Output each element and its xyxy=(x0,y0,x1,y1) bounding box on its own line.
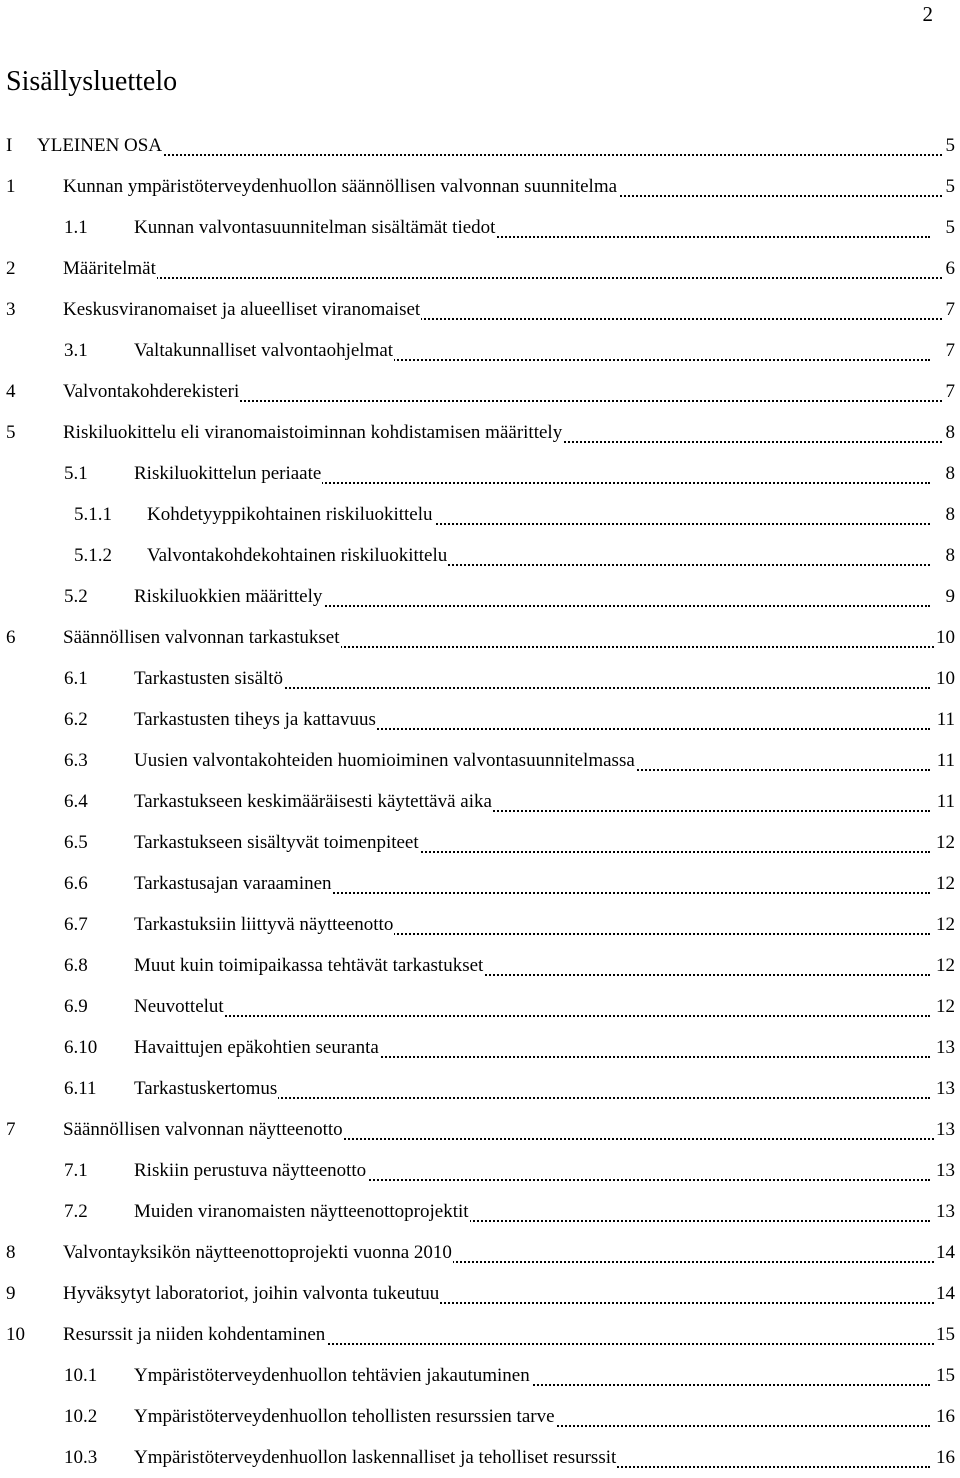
toc-entry-number: 6.1 xyxy=(64,668,88,689)
page-number: 2 xyxy=(922,2,933,26)
toc-entry[interactable] xyxy=(0,1396,960,1437)
toc-entry[interactable] xyxy=(0,207,960,248)
toc-entry[interactable] xyxy=(0,371,960,412)
toc-entry-title: Ympäristöterveydenhuollon laskennalliset ja teholliset resurssit xyxy=(134,1437,617,1478)
toc-entry-number: 6 xyxy=(6,627,16,648)
toc-entry-page: 7 xyxy=(945,289,956,330)
toc-entry[interactable] xyxy=(0,781,960,822)
toc-entry-number: 5.1 xyxy=(64,463,88,484)
toc-entry-number: 10.1 xyxy=(64,1365,98,1386)
toc-entry[interactable] xyxy=(0,535,960,576)
toc-entry[interactable] xyxy=(0,1314,960,1355)
toc-entry-number: 4 xyxy=(6,381,16,402)
toc-entry-title: Säännöllisen valvonnan tarkastukset xyxy=(63,617,341,658)
toc-entry-page: 14 xyxy=(935,1232,955,1273)
toc-entry-title: Uusien valvontakohteiden huomioiminen valvontasuunnitelmassa xyxy=(134,740,636,781)
toc-entry-page: 8 xyxy=(945,453,956,494)
toc-entry-page: 8 xyxy=(945,535,956,576)
toc-entry-page: 5 xyxy=(945,166,956,207)
toc-entry-number: 5.1.1 xyxy=(74,504,112,525)
toc-entry[interactable] xyxy=(0,576,960,617)
toc-entry-page: 16 xyxy=(935,1437,955,1478)
toc-entry-page: 12 xyxy=(935,986,955,1027)
toc-entry-number: 9 xyxy=(6,1283,16,1304)
toc-entry-number: 6.5 xyxy=(64,832,88,853)
toc-entry-number: 10 xyxy=(6,1324,25,1345)
toc-entry-number: I xyxy=(6,135,13,156)
toc-entry[interactable] xyxy=(0,248,960,289)
toc-entry-number: 7.1 xyxy=(64,1160,88,1181)
toc-entry[interactable] xyxy=(0,1027,960,1068)
toc-entry-title: Tarkastukseen keskimääräisesti käytettävä aika xyxy=(134,781,493,822)
toc-entry-title: Resurssit ja niiden kohdentaminen xyxy=(63,1314,326,1355)
toc-entry-number: 6.8 xyxy=(64,955,88,976)
toc-entry-page: 10 xyxy=(935,658,955,699)
toc-entry[interactable] xyxy=(0,1437,960,1478)
toc-dot-leader xyxy=(37,152,942,156)
toc-entry-number: 3.1 xyxy=(64,340,88,361)
toc-entry[interactable] xyxy=(0,494,960,535)
toc-entry-page: 11 xyxy=(936,781,955,822)
toc-entry-number: 6.9 xyxy=(64,996,88,1017)
toc-entry[interactable] xyxy=(0,822,960,863)
toc-entry-number: 6.10 xyxy=(64,1037,98,1058)
toc-entry-title: Ympäristöterveydenhuollon tehtävien jakautuminen xyxy=(134,1355,531,1396)
toc-entry-number: 3 xyxy=(6,299,16,320)
toc-entry-number: 1 xyxy=(6,176,16,197)
toc-entry-page: 14 xyxy=(935,1273,955,1314)
toc-entry-page: 15 xyxy=(935,1314,955,1355)
toc-entry[interactable] xyxy=(0,617,960,658)
toc-entry-title: YLEINEN OSA xyxy=(37,125,163,166)
toc-entry-page: 5 xyxy=(945,207,956,248)
toc-entry[interactable] xyxy=(0,863,960,904)
toc-entry[interactable] xyxy=(0,1355,960,1396)
toc-entry[interactable] xyxy=(0,986,960,1027)
toc-entry-title: Kohdetyyppikohtainen riskiluokittelu xyxy=(147,494,434,535)
toc-entry-page: 9 xyxy=(945,576,956,617)
toc-entry-page: 8 xyxy=(945,494,956,535)
toc-entry-title: Tarkastusten tiheys ja kattavuus xyxy=(134,699,377,740)
toc-entry-number: 1.1 xyxy=(64,217,88,238)
toc-entry-number: 2 xyxy=(6,258,16,279)
toc-entry-title: Muiden viranomaisten näytteenottoprojektit xyxy=(134,1191,470,1232)
toc-entry[interactable] xyxy=(0,1109,960,1150)
toc-entry-page: 8 xyxy=(945,412,956,453)
toc-entry-title: Havaittujen epäkohtien seuranta xyxy=(134,1027,380,1068)
toc-entry-page: 15 xyxy=(935,1355,955,1396)
toc-entry-number: 6.6 xyxy=(64,873,88,894)
toc-entry-number: 5 xyxy=(6,422,16,443)
toc-entry-title: Muut kuin toimipaikassa tehtävät tarkastukset xyxy=(134,945,484,986)
toc-entry-page: 13 xyxy=(935,1027,955,1068)
toc-entry[interactable] xyxy=(0,289,960,330)
toc-entry[interactable] xyxy=(0,125,960,166)
toc-entry-number: 6.11 xyxy=(64,1078,97,1099)
toc-entry-title: Kunnan valvontasuunnitelman sisältämät tiedot xyxy=(134,207,496,248)
toc-entry-title: Valvontakohderekisteri xyxy=(63,371,240,412)
toc-entry-number: 6.3 xyxy=(64,750,88,771)
toc-entry-page: 12 xyxy=(935,863,955,904)
toc-entry-title: Tarkastukseen sisältyvät toimenpiteet xyxy=(134,822,420,863)
toc-entry-number: 5.1.2 xyxy=(74,545,112,566)
toc-entry-page: 13 xyxy=(935,1109,955,1150)
toc-entry-title: Riskiluokkien määrittely xyxy=(134,576,323,617)
toc-entry[interactable] xyxy=(0,658,960,699)
toc-title: Sisällysluettelo xyxy=(6,66,178,97)
toc-entry[interactable] xyxy=(0,904,960,945)
toc-entry-page: 12 xyxy=(935,822,955,863)
toc-entry-title: Hyväksytyt laboratoriot, joihin valvonta tukeutuu xyxy=(63,1273,440,1314)
toc-entry-number: 10.3 xyxy=(64,1447,98,1468)
toc-entry-page: 13 xyxy=(935,1068,955,1109)
toc-entry-page: 7 xyxy=(945,371,956,412)
toc-entry[interactable] xyxy=(0,740,960,781)
toc-entry-number: 7 xyxy=(6,1119,16,1140)
toc-entry[interactable] xyxy=(0,1068,960,1109)
toc-entry-page: 16 xyxy=(935,1396,955,1437)
toc-entry[interactable] xyxy=(0,1150,960,1191)
toc-entry-title: Määritelmät xyxy=(63,248,157,289)
toc-entry-title: Valvontakohdekohtainen riskiluokittelu xyxy=(147,535,448,576)
toc-entry-page: 10 xyxy=(935,617,955,658)
toc-entry-page: 5 xyxy=(945,125,956,166)
toc-entry[interactable] xyxy=(0,945,960,986)
toc-entry-number: 5.2 xyxy=(64,586,88,607)
toc-entry-title: Tarkastuksiin liittyvä näytteenotto xyxy=(134,904,394,945)
toc-list xyxy=(0,125,960,1478)
toc-entry-number: 8 xyxy=(6,1242,16,1263)
toc-entry[interactable] xyxy=(0,1191,960,1232)
toc-entry-title: Keskusviranomaiset ja alueelliset viranomaiset xyxy=(63,289,421,330)
toc-entry-title: Riskiluokittelun periaate xyxy=(134,453,322,494)
toc-entry[interactable] xyxy=(0,412,960,453)
toc-entry[interactable] xyxy=(0,1232,960,1273)
toc-entry-title: Riskiluokittelu eli viranomaistoiminnan kohdistamisen määrittely xyxy=(63,412,563,453)
toc-entry-title: Riskiin perustuva näytteenotto xyxy=(134,1150,367,1191)
toc-entry-page: 13 xyxy=(935,1191,955,1232)
toc-dot-leader xyxy=(134,1013,930,1017)
toc-dot-leader xyxy=(63,275,942,279)
toc-entry-page: 12 xyxy=(935,904,955,945)
toc-entry-title: Ympäristöterveydenhuollon tehollisten resurssien tarve xyxy=(134,1396,556,1437)
toc-entry-title: Valtakunnalliset valvontaohjelmat xyxy=(134,330,394,371)
toc-entry-page: 11 xyxy=(936,699,955,740)
toc-entry-title: Valvontayksikön näytteenottoprojekti vuonna 2010 xyxy=(63,1232,453,1273)
toc-entry[interactable] xyxy=(0,330,960,371)
toc-entry[interactable] xyxy=(0,453,960,494)
toc-entry-title: Tarkastusajan varaaminen xyxy=(134,863,333,904)
toc-entry-page: 11 xyxy=(936,740,955,781)
toc-entry-page: 13 xyxy=(935,1150,955,1191)
toc-entry-page: 7 xyxy=(945,330,956,371)
toc-entry-page: 12 xyxy=(935,945,955,986)
toc-entry-title: Säännöllisen valvonnan näytteenotto xyxy=(63,1109,344,1150)
toc-entry-number: 6.7 xyxy=(64,914,88,935)
toc-entry-page: 6 xyxy=(945,248,956,289)
toc-entry-title: Neuvottelut xyxy=(134,986,225,1027)
toc-entry-number: 10.2 xyxy=(64,1406,98,1427)
toc-entry-number: 7.2 xyxy=(64,1201,88,1222)
toc-entry-title: Kunnan ympäristöterveydenhuollon säännöllisen valvonnan suunnitelma xyxy=(63,166,618,207)
toc-entry-title: Tarkastusten sisältö xyxy=(134,658,284,699)
toc-entry-number: 6.4 xyxy=(64,791,88,812)
toc-entry[interactable] xyxy=(0,1273,960,1314)
toc-entry[interactable] xyxy=(0,166,960,207)
toc-entry[interactable] xyxy=(0,699,960,740)
toc-entry-title: Tarkastuskertomus xyxy=(134,1068,278,1109)
toc-entry-number: 6.2 xyxy=(64,709,88,730)
